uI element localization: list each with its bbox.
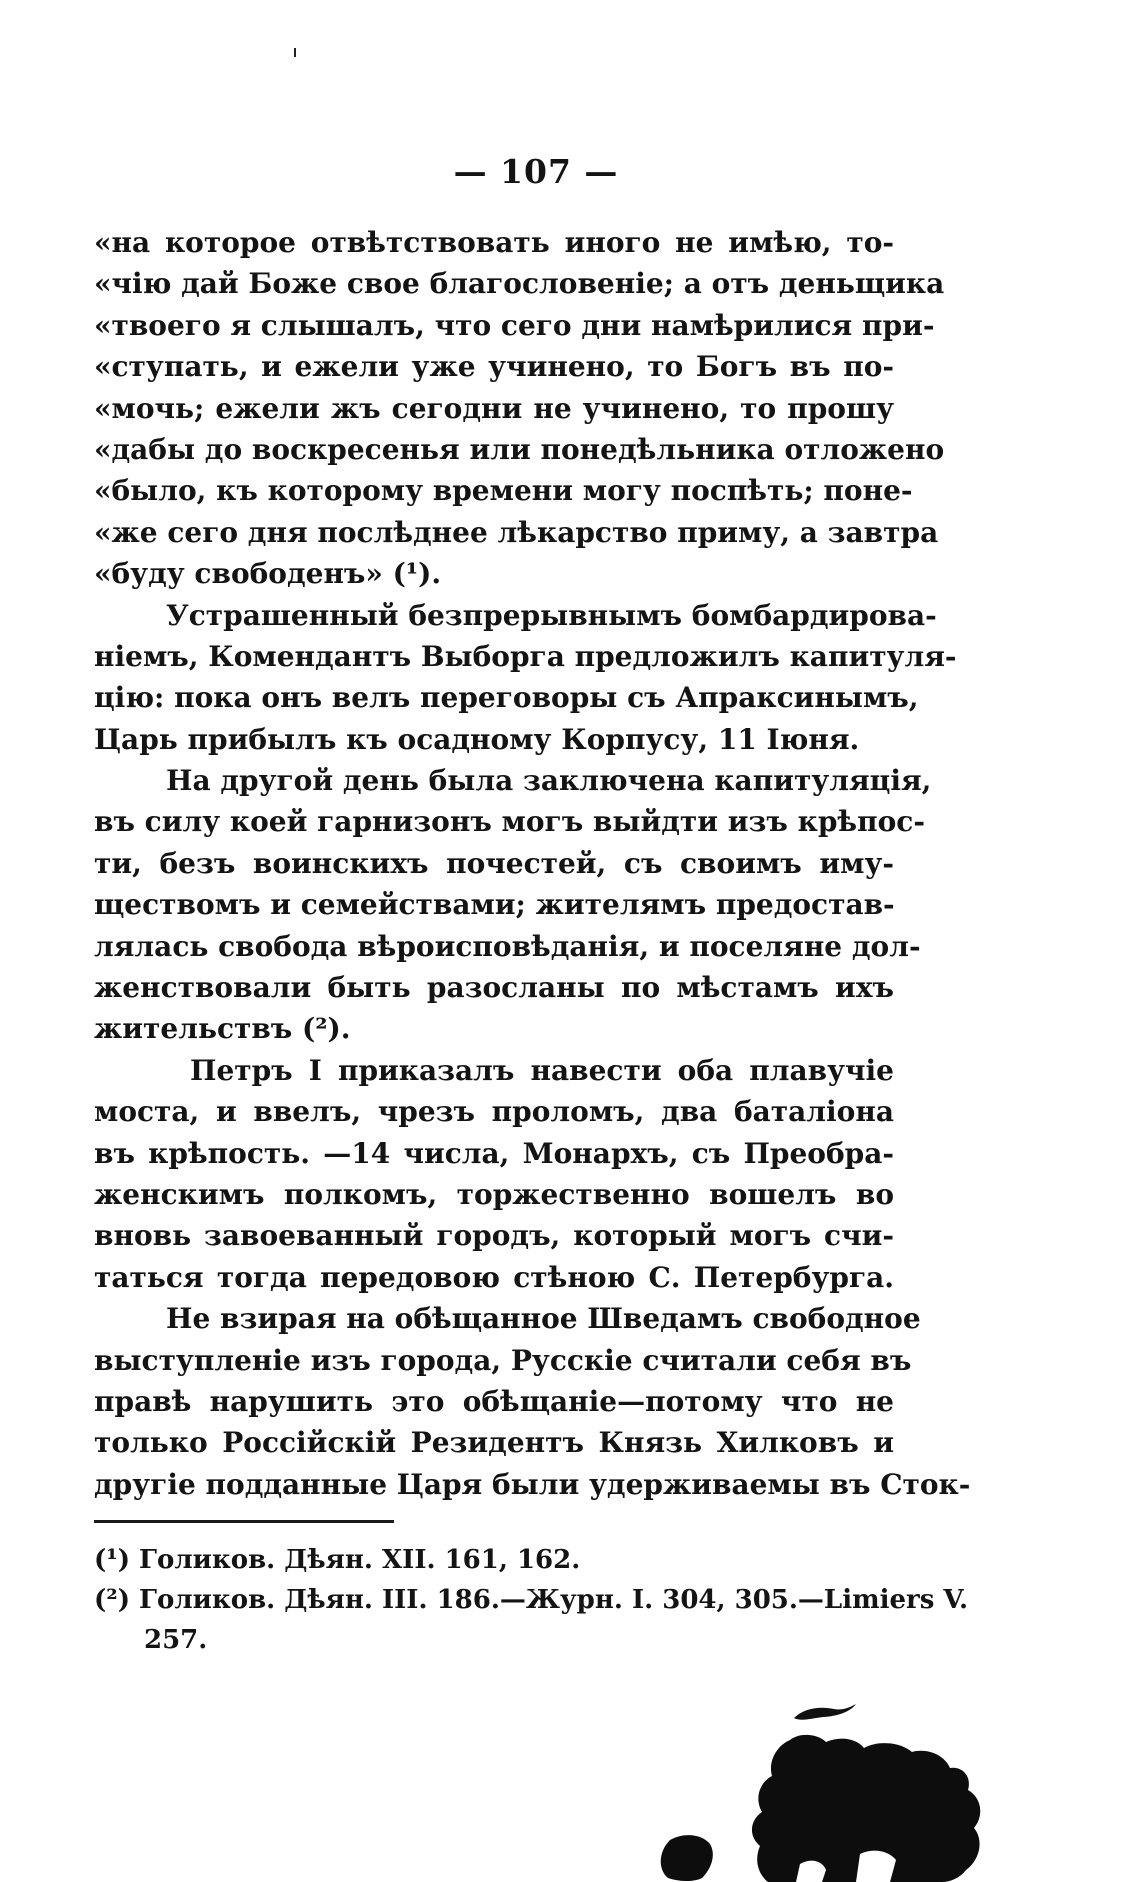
footnotes [94,1540,969,1660]
text-line: «на которое отвѣтствовать иного не имѣю, то- [94,226,894,259]
text-line: Петръ I приказалъ навести оба плавучіе [190,1053,894,1087]
text-line: ществомъ и семействами; жителямъ предостав- [94,888,895,922]
page-number: — 107 — [453,152,619,191]
text-line: другіе подданные Царя были удерживаемы въ Сток- [94,1467,971,1501]
text-line: только Россійскій Резидентъ Князь Хилковъ и [94,1426,894,1460]
text-line: лялась свобода вѣроисповѣданія, и поселяне дол- [94,929,921,963]
scan-stain-small [790,1700,860,1726]
text-line: Устрашенный безпрерывнымъ бомбардирова- [166,598,937,632]
text-line: «мочь; ежели жъ сегодни не учинено, то прошу [94,391,894,425]
text-line: вновь завоеванный городъ, который могъ счи- [94,1219,894,1253]
text-line: таться тогда передовою стѣною С. Петербурга. [94,1260,894,1294]
text-line: моста, и ввелъ, чрезъ проломъ, два баталіона [94,1095,894,1129]
footnote-2-continuation: 257. [144,1625,208,1655]
text-line: ніемъ, Комендантъ Выборга предложилъ капитуля- [94,639,957,673]
text-line: «же сего дня послѣднее лѣкарство приму, а завтра [94,515,939,549]
text-line: «ступать, и ежели уже учинено, то Богъ въ по- [94,350,894,384]
text-line: жительствъ (²). [94,1012,351,1046]
text-line: цію: пока онъ велъ переговоры съ Апраксинымъ, [94,681,919,715]
text-line: «дабы до воскресенья или понедѣльника отложено [94,432,945,466]
footnote-2: (²) Голиков. Дѣян. III. 186.—Журн. I. 304, 305.—Limiers V. [94,1585,969,1615]
text-line: На другой день была заключена капитуляція, [166,764,932,798]
text-line: «буду свободенъ» (¹). [94,557,442,591]
text-line: «было, къ которому времени могу поспѣть; поне- [94,474,913,508]
text-line: правѣ нарушить это обѣщаніе—потому что не [94,1384,894,1418]
text-line: женствовали быть разосланы по мѣстамъ ихъ [94,971,894,1005]
footnote-1: (¹) Голиков. Дѣян. XII. 161, 162. [94,1545,581,1575]
main-text [94,222,971,1505]
scan-stain-large [650,1728,1050,1882]
footnote-divider [94,1520,394,1523]
text-line: ти, безъ воинскихъ почестей, съ своимъ иму- [94,846,894,880]
text-line: женскимъ полкомъ, торжественно вошелъ во [94,1177,894,1211]
text-line: въ силу коей гарнизонъ могъ выйдти изъ крѣпос- [94,805,925,839]
text-line: выступленіе изъ города, Русскіе считали себя въ [94,1343,912,1377]
text-line: Не взирая на обѣщанное Шведамъ свободное [166,1302,921,1336]
text-line: Царь прибылъ къ осадному Корпусу, 11 Іюня. [94,722,860,756]
text-line: «чію дай Боже свое благословеніе; а отъ деньщика [94,267,945,301]
print-mark [294,48,296,57]
text-line: въ крѣпость. —14 числа, Монархъ, съ Преобра- [94,1136,894,1170]
text-line: «твоего я слышалъ, что сего дни намѣрилися при- [94,308,935,342]
